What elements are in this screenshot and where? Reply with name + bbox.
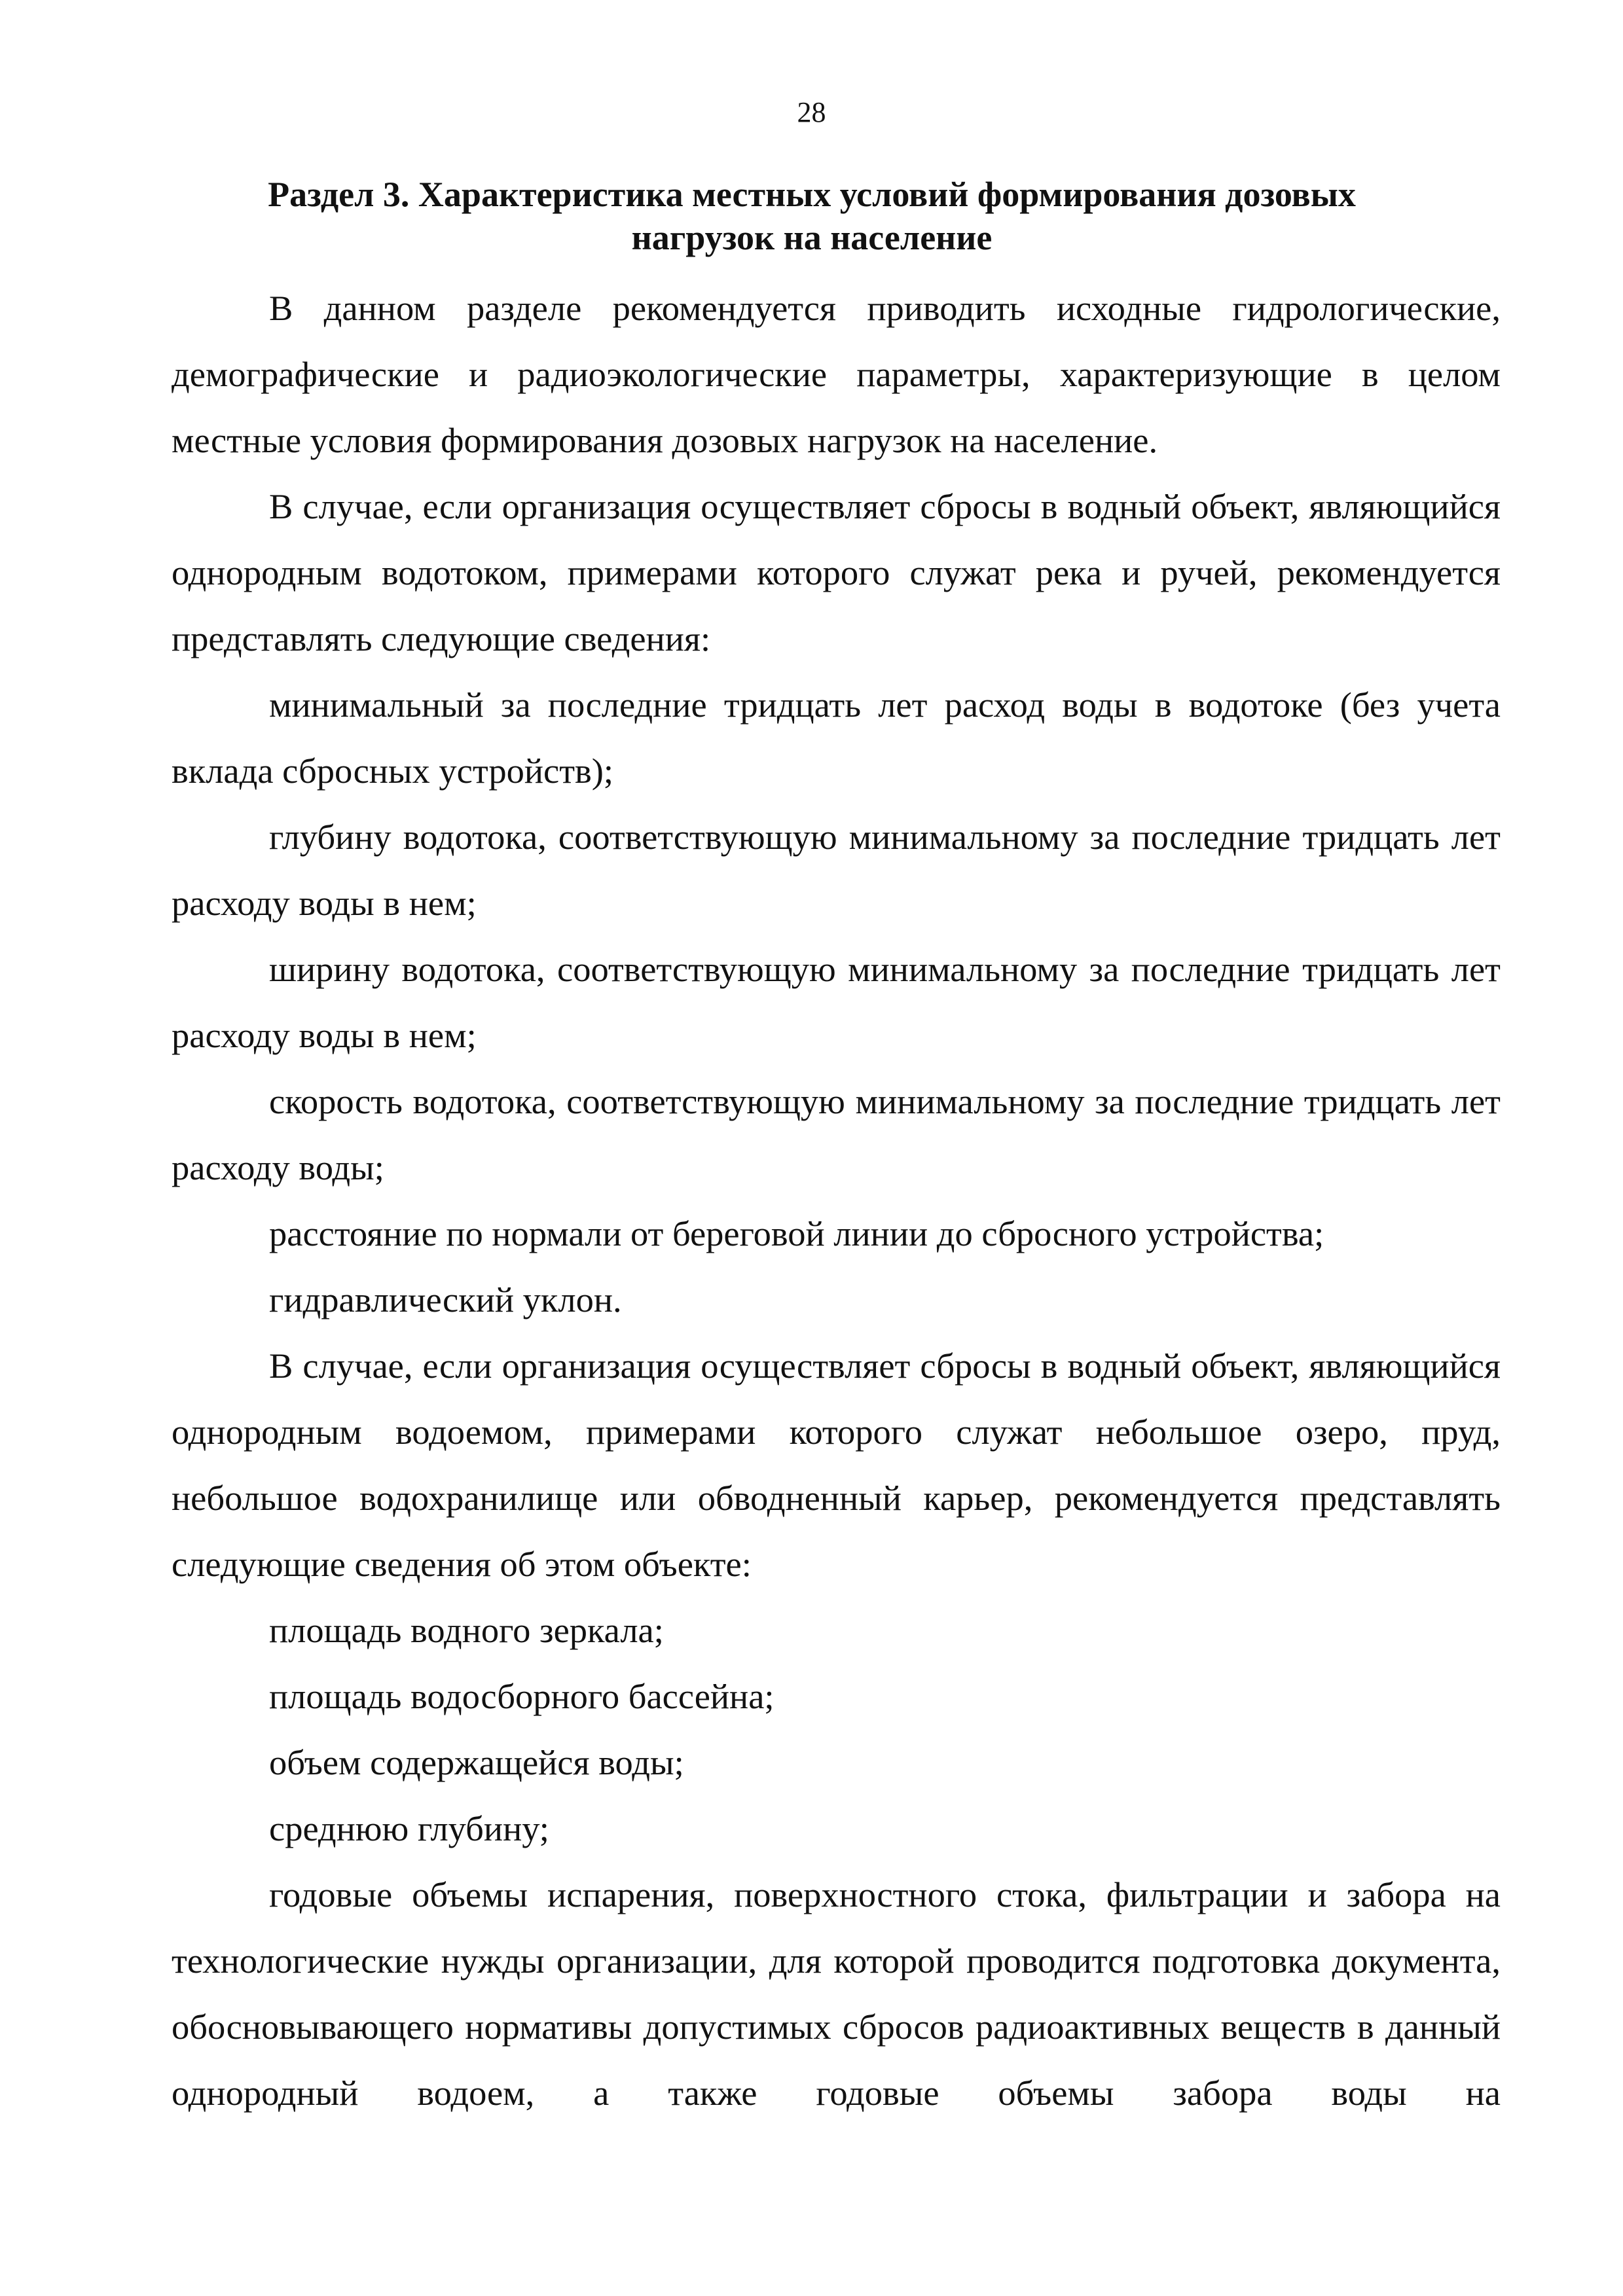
paragraph: В случае, если организация осуществляет сбросы в водный объект, являющийся однородным водоемом, примерами которого служат небольшое озеро, пруд, небольшое водохранилище или обводненный карьер, рекомендуется представлять следующие сведения об этом объекте: xyxy=(172,1346,1501,1584)
page-number: 28 xyxy=(797,96,826,128)
list-item: объем содержащейся воды; xyxy=(269,1742,684,1782)
list-item: скорость водотока, соответствующую минимальному за последние тридцать лет расходу воды; xyxy=(172,1081,1501,1187)
paragraph: В случае, если организация осуществляет сбросы в водный объект, являющийся однородным водотоком, примерами которого служат река и ручей, рекомендуется представлять следующие сведения: xyxy=(172,486,1501,658)
list-item: ширину водотока, соответствующую минимальному за последние тридцать лет расходу воды в нем; xyxy=(172,949,1501,1055)
list-item: минимальный за последние тридцать лет расход воды в водотоке (без учета вклада сбросных устройств); xyxy=(172,685,1501,791)
list-item: площадь водосборного бассейна; xyxy=(269,1676,775,1716)
list-item: гидравлический уклон. xyxy=(269,1280,622,1319)
body-text xyxy=(172,275,1501,2126)
list-item: глубину водотока, соответствующую минимальному за последние тридцать лет расходу воды в нем; xyxy=(172,817,1501,923)
paragraph: В данном разделе рекомендуется приводить исходные гидрологические, демографические и радиоэкологические параметры, характеризующие в целом местные условия формирования дозовых нагрузок на население. xyxy=(172,288,1501,460)
list-item: годовые объемы испарения, поверхностного стока, фильтрации и забора на технологические нужды организации, для которой проводится подготовка документа, обосновывающего нормативы допустимых сбросов радиоактивных веществ в данный однородный водоем, а также годовые объемы забора воды на xyxy=(172,1874,1501,2113)
list-item: расстояние по нормали от береговой линии до сбросного устройства; xyxy=(269,1213,1324,1253)
list-item: среднюю глубину; xyxy=(269,1808,549,1848)
list-item: площадь водного зеркала; xyxy=(269,1610,664,1650)
section-title: Раздел 3. Характеристика местных условий формирования дозовых нагрузок на население xyxy=(268,175,1356,257)
